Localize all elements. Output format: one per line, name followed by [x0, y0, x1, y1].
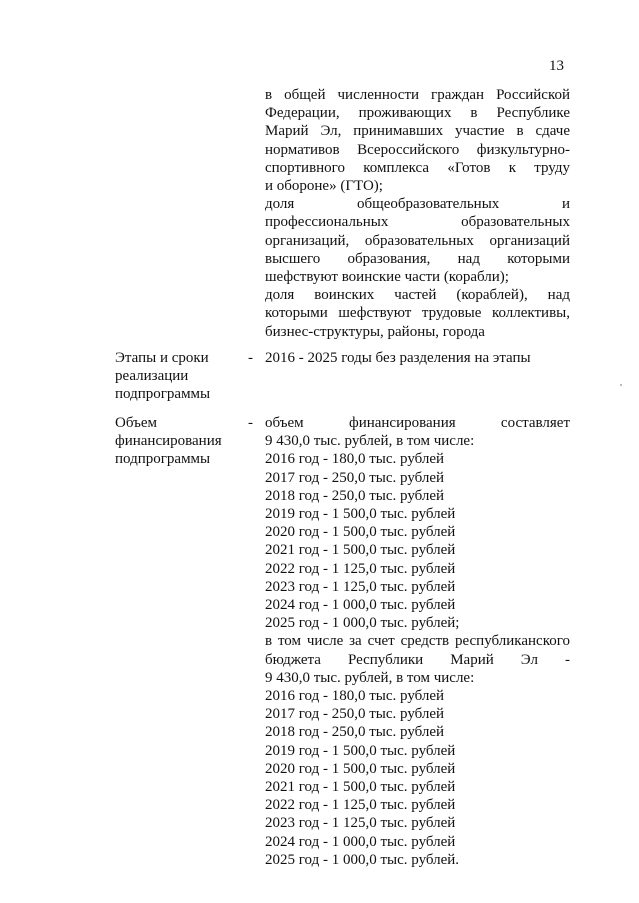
- text-line: 2021 год - 1 500,0 тыс. рублей: [265, 542, 456, 559]
- text-line: 2016 год - 180,0 тыс. рублей: [265, 451, 445, 468]
- text-line: которыми шефствуют трудовые коллективы,: [265, 305, 570, 322]
- text-line: 2017 год - 250,0 тыс. рублей: [265, 706, 445, 723]
- label-line: подпрограммы: [115, 386, 211, 403]
- text-line: бюджета Республики Марий Эл -: [265, 651, 570, 668]
- funding-content: [265, 414, 570, 869]
- text-line: 2022 год - 1 125,0 тыс. рублей: [265, 560, 456, 577]
- text-line: 2020 год - 1 500,0 тыс. рублей: [265, 760, 456, 777]
- label-line: реализации: [115, 368, 189, 385]
- text-line: 2019 год - 1 500,0 тыс. рублей: [265, 506, 456, 523]
- funding-label: [115, 414, 240, 469]
- label-line: подпрограммы: [115, 451, 211, 468]
- text-line: 2020 год - 1 500,0 тыс. рублей: [265, 524, 456, 541]
- text-line: в том числе за счет средств республиканского: [265, 633, 570, 650]
- stages-dash: -: [248, 350, 253, 366]
- text-line: нормативов Всероссийского физкультурно-: [265, 141, 570, 158]
- text-line: объем финансирования составляет: [265, 415, 570, 431]
- text-line: 2018 год - 250,0 тыс. рублей: [265, 487, 445, 504]
- text-line: 2022 год - 1 125,0 тыс. рублей: [265, 797, 456, 814]
- text-line: Марий Эл, принимавших участие в сдаче: [265, 123, 570, 140]
- stages-content: [265, 349, 570, 367]
- label-line: Этапы и сроки: [115, 350, 209, 366]
- text-line: 2024 год - 1 000,0 тыс. рублей: [265, 597, 456, 614]
- text-line: Федерации, проживающих в Республике: [265, 105, 570, 122]
- scan-speck: [620, 384, 622, 386]
- text-line: бизнес-структуры, районы, города: [265, 323, 485, 340]
- text-line: 2021 год - 1 500,0 тыс. рублей: [265, 779, 456, 796]
- label-line: Объем: [115, 415, 157, 431]
- text-line: 2016 - 2025 годы без разделения на этапы: [265, 350, 531, 366]
- text-line: 2024 год - 1 000,0 тыс. рублей: [265, 833, 456, 850]
- text-line: доля воинских частей (кораблей), над: [265, 287, 570, 304]
- text-line: 2025 год - 1 000,0 тыс. рублей.: [265, 851, 460, 868]
- funding-dash: -: [248, 415, 253, 431]
- text-line: высшего образования, над которыми: [265, 250, 570, 267]
- text-line: профессиональных образовательных: [265, 214, 570, 231]
- text-line: 2017 год - 250,0 тыс. рублей: [265, 469, 445, 486]
- text-line: в общей численности граждан Российской: [265, 87, 570, 103]
- continuation-text-block: [265, 86, 570, 341]
- text-line: 2023 год - 1 125,0 тыс. рублей: [265, 578, 456, 595]
- page-number: 13: [549, 58, 564, 74]
- text-line: спортивного комплекса «Готов к труду: [265, 159, 570, 176]
- text-line: 2016 год - 180,0 тыс. рублей: [265, 688, 445, 705]
- text-line: и обороне» (ГТО);: [265, 178, 383, 195]
- text-line: 2019 год - 1 500,0 тыс. рублей: [265, 742, 456, 759]
- text-line: 9 430,0 тыс. рублей, в том числе:: [265, 669, 475, 686]
- text-line: доля общеобразовательных и: [265, 196, 570, 213]
- text-line: 2023 год - 1 125,0 тыс. рублей: [265, 815, 456, 832]
- label-line: финансирования: [115, 433, 222, 450]
- text-line: 9 430,0 тыс. рублей, в том числе:: [265, 433, 475, 450]
- text-line: шефствуют воинские части (корабли);: [265, 269, 509, 286]
- text-line: 2018 год - 250,0 тыс. рублей: [265, 724, 445, 741]
- text-line: 2025 год - 1 000,0 тыс. рублей;: [265, 615, 460, 632]
- stages-label: [115, 349, 240, 404]
- text-line: организаций, образовательных организаций: [265, 232, 570, 249]
